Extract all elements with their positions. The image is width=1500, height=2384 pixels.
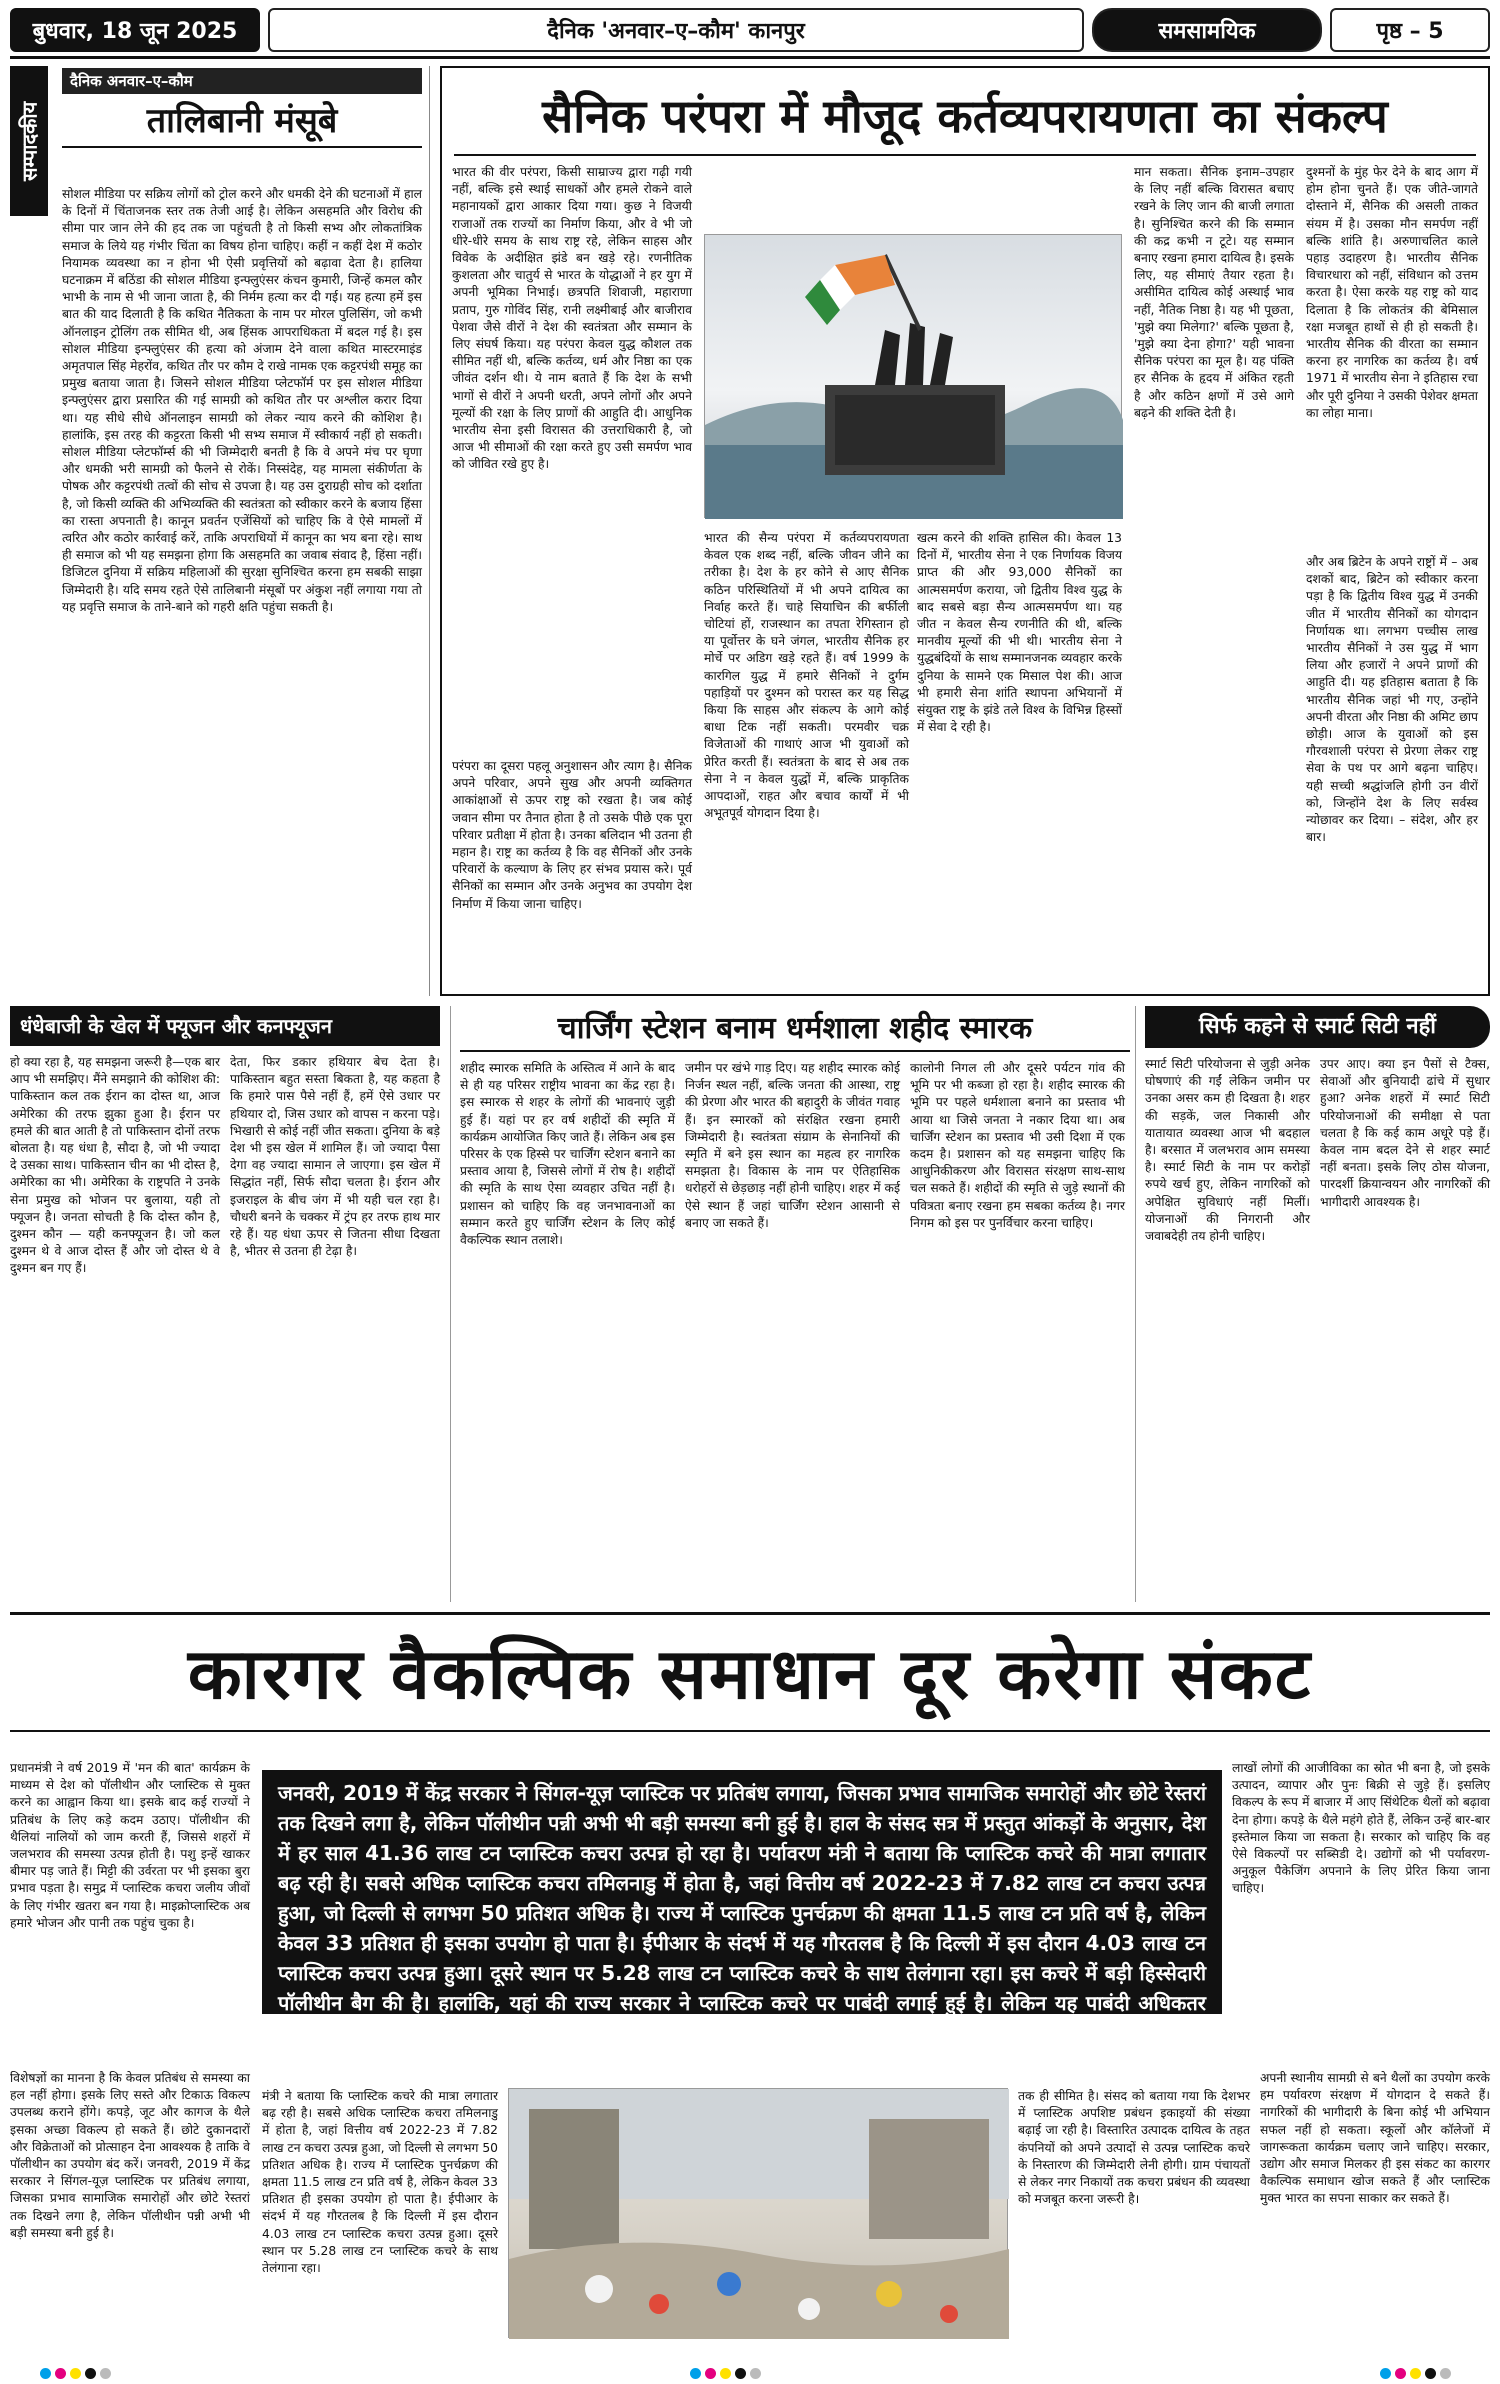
charging-story-column-1: शहीद स्मारक समिति के अस्तित्व में आने के बाद से ही यह परिसर राष्ट्रीय भावना का केंद्र रहा है। इस स्मारक से शहर के लोगों की भावनाएं जुड़ी हुई हैं। यहां पर हर वर्ष शहीदों की स्मृति में कार्यक्रम आयोजित किए जाते हैं। लेकिन अब इस परिसर के एक हिस्से पर चार्जिंग स्टेशन बनाने का प्रस्ताव आया है, जिससे लोगों में रोष है। शहीदों की स्मृति के साथ ऐसा व्यवहार उचित नहीं है। प्रशासन को चाहिए कि वह जनभावनाओं का सम्मान करते हुए चार्जिंग स्टेशन के लिए कोई वैकल्पिक स्थान तलाशे। bbox=[460, 1061, 675, 1248]
fusion-story-headline: धंधेबाजी के खेल में फ्यूजन और कनफ्यूजन bbox=[10, 1006, 440, 1046]
charging-story-column-2: जमीन पर खंभे गाड़ दिए। यह शहीद स्मारक कोई निर्जन स्थल नहीं, बल्कि जनता की आस्था, राष्ट्र की प्रेरणा और भारत की बहादुरी के जीवंत गवाह हैं। इन स्मारकों को संरक्षित रखना हमारी जिम्मेदारी है। स्वतंत्रता संग्राम के सेनानियों की स्मृति में बने इस स्थान का महत्व हर नागरिक समझता है। विकास के नाम पर ऐतिहासिक धरोहरों से छेड़छाड़ नहीं होनी चाहिए। शहर में कई ऐसे स्थान हैं जहां चार्जिंग स्टेशन आसानी से बनाए जा सकते हैं। bbox=[685, 1061, 900, 1230]
page-number: पृष्ठ – 5 bbox=[1330, 8, 1490, 52]
registration-dot-icon bbox=[1410, 2368, 1421, 2379]
fusion-story-column-2: देता, फिर डकार हथियार बेच देता है। पाकिस्तान बहुत सस्ता बिकता है, यह कहता है कि हमारे पास पैसे नहीं हैं, हमें ऐसे उधार पर हथियार दो, जिस उधार को वापस न करना पड़े। भिखारी से कोई नहीं जीत सकता। दुनिया के बड़े देश भी इस खेल में शामिल हैं। जो ज्यादा पैसा देगा वह ज्यादा सामान ले जाएगा। इस खेल में सिद्धांत नहीं, सिर्फ सौदा चलता है। ईरान और इजराइल के बीच जंग में भी यही चल रहा है। चौधरी बनने के चक्कर में ट्रंप हर तरफ हाथ मार रहे हैं। यह धंधा ऊपर से जितना सीधा दिखता है, भीतर से उतना ही टेढ़ा है। bbox=[230, 1055, 440, 1259]
smart-city-column-2: उपर आए। क्या इन पैसों से टैक्स, सेवाओं और बुनियादी ढांचे में सुधार हुआ? अनेक शहरों में स्मार्ट सिटी परियोजनाओं की समीक्षा से पता चलता है कि कई काम अधूरे पड़े हैं। केवल नाम बदल देने से शहर स्मार्ट नहीं बनता। इसके लिए ठोस योजना, पारदर्शी क्रियान्वयन और नागरिकों की भागीदारी आवश्यक है। bbox=[1320, 1057, 1490, 1209]
plastic-column-1: प्रधानमंत्री ने वर्ष 2019 में 'मन की बात' कार्यक्रम के माध्यम से देश को पॉलीथीन और प्लास्टिक से मुक्त करने का आह्वान किया था। इसके बाद कई राज्यों ने प्रतिबंध के लिए कड़े कदम उठाए। पॉलीथीन की थैलियां नालियों को जाम करती हैं, जिससे शहरों में जलभराव की समस्या उत्पन्न होती है। पशु इन्हें खाकर बीमार पड़ जाते हैं। मिट्टी की उर्वरता पर भी इसका बुरा प्रभाव पड़ता है। समुद्र में प्लास्टिक कचरा जलीय जीवों के लिए गंभीर खतरा बन गया है। माइक्रोप्लास्टिक अब हमारे भोजन और पानी तक पहुंच चुका है। bbox=[10, 1761, 250, 1930]
lead-column-1: भारत की वीर परंपरा, किसी साम्राज्य द्वारा गढ़ी गयी नहीं, बल्कि इसे स्थाई साधकों और हमले रोकने वाले महानायकों द्वारा आकार दिया गया। कुछ ने विजयी राजाओं तक राज्यों का निर्माण किया, और वे भी जो धीरे-धीरे समय के साथ राष्ट्र रहे, लेकिन साहस और विवेक के अदीक्षित झंडे बन खड़े रहे। रणनीतिक कुशलता और चातुर्य से भारत के योद्धाओं ने हर युग में अपनी भूमिका निभाई। छत्रपति शिवाजी, महाराणा प्रताप, गुरु गोविंद सिंह, रानी लक्ष्मीबाई और बाजीराव पेशवा जैसे वीरों ने देश की स्वतंत्रता और सम्मान के लिए संघर्ष किया। यह परंपरा केवल युद्ध कौशल तक सीमित नहीं थी, बल्कि कर्तव्य, धर्म और निष्ठा का एक जीवंत दर्शन थी। ये नाम बताते हैं कि देश के सभी भागों से वीरों ने अपनी धरती, अपने लोगों और अपने मूल्यों की रक्षा के लिए प्राणों की आहुति दी। आधुनिक भारतीय सेना इसी विरासत की उत्तराधिकारी है, जो आज भी सीमाओं की रक्षा करते हुए उसी समर्पण भाव को जीवित रखे हुए है। bbox=[452, 165, 692, 472]
registration-dot-icon bbox=[750, 2368, 761, 2379]
lead-headline: सैनिक परंपरा में मौजूद कर्तव्यपरायणता का संकल्प bbox=[454, 76, 1476, 156]
registration-dot-icon bbox=[85, 2368, 96, 2379]
registration-dot-icon bbox=[40, 2368, 51, 2379]
smart-city-column-1: स्मार्ट सिटी परियोजना से जुड़ी अनेक घोषणाएं की गईं लेकिन जमीन पर उनका असर कम ही दिखता है। शहर की सड़कें, जल निकासी और यातायात व्यवस्था आज भी बदहाल है। बरसात में जलभराव आम समस्या है। स्मार्ट सिटी के नाम पर करोड़ों रुपये खर्च हुए, लेकिन नागरिकों को अपेक्षित सुविधाएं नहीं मिलीं। योजनाओं की निगरानी और जवाबदेही तय होनी चाहिए। bbox=[1145, 1057, 1310, 1244]
registration-dot-icon bbox=[1380, 2368, 1391, 2379]
registration-dot-icon bbox=[100, 2368, 111, 2379]
litter-street-photo bbox=[508, 2088, 1008, 2338]
fusion-story-column-1: हो क्या रहा है, यह समझना जरूरी है—एक बार आप भी समझिए। मैंने समझाने की कोशिश की: पाकिस्तान कल तक ईरान का दोस्त था, आज अमेरिका की तरफ झुका हुआ है। ईरान पर हमले की बात आती है तो पाकिस्तान दोनों तरफ बोलता है। यह धंधा है, सौदा है, जो भी ज्यादा दे उसका साथ। पाकिस्तान चीन का भी दोस्त है, अमेरिका का भी। अमेरिका के राष्ट्रपति ने उनके सेना प्रमुख को भोजन पर बुलाया, यही तो फ्यूजन है। जनता सोचती है कि दोस्त कौन है, दुश्मन कौन — यही कनफ्यूजन है। जो कल दुश्मन थे वे आज दोस्त हैं और जो दोस्त थे वे दुश्मन बन गए हैं। bbox=[10, 1055, 220, 1276]
lead-column-2-top bbox=[704, 164, 1122, 232]
lead-column-3: मान सकता। सैनिक इनाम–उपहार के लिए नहीं बल्कि विरासत बचाए रखने के लिए जान की बाजी लगाता है। सुनिश्चित करने की कि सम्मान की कद्र कभी न टूटे। यह सम्मान बनाए रखना हमारा दायित्व है। इसके लिए, यह सीमाएं तैयार रहता है। असीमित दायित्व कोई अस्थाई भाव नहीं, नैतिक निष्ठा है। यह भी पूछता, 'मुझे क्या मिलेगा?' बल्कि पूछता है, 'मुझे क्या देना होगा?' यही भावना सैनिक परंपरा का मूल है। यह पंक्ति हर सैनिक के हृदय में अंकित रहती है और कठिन क्षणों में उसे आगे बढ़ने की शक्ति देती है। bbox=[1134, 165, 1294, 420]
smart-city-headline: सिर्फ कहने से स्मार्ट सिटी नहीं bbox=[1145, 1006, 1490, 1048]
registration-marks-center bbox=[690, 2368, 761, 2379]
editorial-title: तालिबानी मंसूबे bbox=[62, 96, 422, 148]
masthead bbox=[10, 8, 1490, 52]
paper-name: दैनिक 'अनवार–ए–कौम' कानपुर bbox=[268, 8, 1084, 52]
lead-column-1b: परंपरा का दूसरा पहलू अनुशासन और त्याग है। सैनिक अपने परिवार, अपने सुख और अपनी व्यक्तिगत आकांक्षाओं से ऊपर राष्ट्र को रखता है। जब कोई जवान सीमा पर तैनात होता है तो उसके पीछे एक पूरा परिवार प्रतीक्षा में होता है। उनका बलिदान भी उतना ही महान है। राष्ट्र का कर्तव्य है कि वह सैनिकों और उनके परिवारों के कल्याण के लिए हर संभव प्रयास करे। पूर्व सैनिकों का सम्मान और उनके अनुभव का उपयोग देश निर्माण में किया जाना चाहिए। bbox=[452, 759, 692, 911]
masthead-rule bbox=[10, 56, 1490, 59]
lead-column-2: भारत की सैन्य परंपरा में कर्तव्यपरायणता केवल एक शब्द नहीं, बल्कि जीवन जीने का तरीका है। देश के हर कोने से आए सैनिक कठिन परिस्थितियों में भी अपने दायित्व का निर्वाह करते हैं। चाहे सियाचिन की बर्फीली चोटियां हों, राजस्थान का तपता रेगिस्तान हो या पूर्वोत्तर के घने जंगल, भारतीय सैनिक हर मोर्चे पर अडिग खड़े रहते हैं। वर्ष 1999 के कारगिल युद्ध में हमारे सैनिकों ने दुर्गम पहाड़ियों पर दुश्मन को परास्त कर यह सिद्ध किया कि साहस और संकल्प के आगे कोई बाधा टिक नहीं सकती। परमवीर चक्र विजेताओं की गाथाएं आज भी युवाओं को प्रेरित करती हैं। स्वतंत्रता के बाद से अब तक सेना ने न केवल युद्धों में, बल्कि प्राकृतिक आपदाओं, राहत और बचाव कार्यों में भी अभूतपूर्व योगदान दिया है। bbox=[704, 531, 909, 821]
plastic-column-mid: मंत्री ने बताया कि प्लास्टिक कचरे की मात्रा लगातार बढ़ रही है। सबसे अधिक प्लास्टिक कचरा तमिलनाडु में होता है, जहां वित्तीय वर्ष 2022-23 में 7.82 लाख टन कचरा उत्पन्न हुआ, जो दिल्ली से लगभग 50 प्रतिशत अधिक है। राज्य में प्लास्टिक पुनर्चक्रण की क्षमता 11.5 लाख टन प्रति वर्ष है, लेकिन केवल 33 प्रतिशत ही इसका उपयोग हो पाता है। ईपीआर के संदर्भ में यह गौरतलब है कि दिल्ली में इस दौरान 4.03 लाख टन प्लास्टिक कचरा उत्पन्न हुआ। दूसरे स्थान पर 5.28 लाख टन प्लास्टिक कचरे के साथ तेलंगाना रहा। bbox=[262, 2089, 498, 2276]
registration-dot-icon bbox=[1395, 2368, 1406, 2379]
registration-dot-icon bbox=[690, 2368, 701, 2379]
registration-dot-icon bbox=[705, 2368, 716, 2379]
war-memorial-photo bbox=[704, 234, 1122, 518]
lead-column-6: और अब ब्रिटेन के अपने राष्ट्रों में – अब दशकों बाद, ब्रिटेन को स्वीकार करना पड़ा है कि द्वितीय विश्व युद्ध में उनकी जीत में भारतीय सैनिकों का योगदान निर्णायक था। लगभग पच्चीस लाख भारतीय सैनिकों ने उस युद्ध में भाग लिया और हजारों ने अपने प्राणों की आहुति दी। यह इतिहास बताता है कि भारतीय सैनिक जहां भी गए, उन्होंने अपनी वीरता और निष्ठा की अमिट छाप छोड़ी। आज के युवाओं को इस गौरवशाली परंपरा से प्रेरणा लेकर राष्ट्र सेवा के पथ पर आगे बढ़ना चाहिए। यही सच्ची श्रद्धांजलि होगी उन वीरों को, जिन्होंने देश के लिए सर्वस्व न्योछावर कर दिया। – संदेश, और हर बार। bbox=[1306, 555, 1478, 845]
editorial-label: सम्पादकीय bbox=[10, 66, 48, 216]
plastic-column-right-1: लाखों लोगों की आजीविका का स्रोत भी बना है, जो इसके उत्पादन, व्यापार और पुनः बिक्री से जुड़े हैं। इसलिए विकल्प के रूप में बाजार में आए सिंथेटिक थैलों को बढ़ावा देना होगा। कपड़े के थैले महंगे होते हैं, लेकिन उन्हें बार-बार इस्तेमाल किया जा सकता है। सरकार को चाहिए कि वह ऐसे विकल्पों पर सब्सिडी दे। उद्योगों को भी पर्यावरण-अनुकूल पैकेजिंग अपनाने के लिए प्रेरित किया जाना चाहिए। bbox=[1232, 1761, 1490, 1896]
lead-column-5: खत्म करने की शक्ति हासिल की। केवल 13 दिनों में, भारतीय सेना ने एक निर्णायक विजय प्राप्त की और 93,000 सैनिकों का आत्मसमर्पण कराया, जो द्वितीय विश्व युद्ध के बाद सबसे बड़ा सैन्य आत्मसमर्पण था। यह जीत न केवल सैन्य रणनीति की थी, बल्कि मानवीय मूल्यों की भी थी। भारतीय सेना ने युद्धबंदियों के साथ सम्मानजनक व्यवहार करके दुनिया के सामने एक मिसाल पेश की। आज भी हमारी सेना शांति स्थापना अभियानों में संयुक्त राष्ट्र के झंडे तले विश्व के विभिन्न हिस्सों में सेवा दे रही है। bbox=[917, 531, 1122, 735]
editorial-column bbox=[10, 66, 430, 996]
registration-dot-icon bbox=[720, 2368, 731, 2379]
registration-dot-icon bbox=[70, 2368, 81, 2379]
plastic-story-headline: कारगर वैकल्पिक समाधान दूर करेगा संकट bbox=[10, 1612, 1490, 1732]
registration-marks-left bbox=[40, 2368, 111, 2379]
plastic-column-2: विशेषज्ञों का मानना है कि केवल प्रतिबंध से समस्या का हल नहीं होगा। इसके लिए सस्ते और टिकाऊ विकल्प उपलब्ध कराने होंगे। कपड़े, जूट और कागज के थैले इसका अच्छा विकल्प हो सकते हैं। छोटे दुकानदारों और विक्रेताओं को प्रोत्साहन देना आवश्यक है ताकि वे पॉलीथीन का उपयोग बंद करें। जनवरी, 2019 में केंद्र सरकार ने सिंगल-यूज़ प्लास्टिक पर प्रतिबंध लगाया, जिसका प्रभाव सामाजिक समारोहों और छोटे रेस्तरां तक दिखने लगा है, लेकिन पॉलीथीन पन्नी अभी भी बड़ी समस्या बनी हुई है। bbox=[10, 2071, 250, 2240]
charging-station-headline: चार्जिंग स्टेशन बनाम धर्मशाला शहीद स्मारक bbox=[460, 1006, 1130, 1052]
lead-story bbox=[440, 66, 1490, 996]
column-rule bbox=[450, 1006, 451, 1602]
soldiers-statue-icon bbox=[705, 235, 1123, 519]
registration-dot-icon bbox=[735, 2368, 746, 2379]
garbage-pile-icon bbox=[509, 2089, 1009, 2339]
editorial-kicker: दैनिक अनवार–ए–कौम bbox=[62, 68, 422, 94]
plastic-column-right-3: अपनी स्थानीय सामग्री से बने थैलों का उपयोग करके हम पर्यावरण संरक्षण में योगदान दे सकते हैं। नागरिकों की भागीदारी के बिना कोई भी अभियान सफल नहीं हो सकता। स्कूलों और कॉलेजों में जागरूकता कार्यक्रम चलाए जाने चाहिए। सरकार, उद्योग और समाज मिलकर ही इस संकट का कारगर वैकल्पिक समाधान खोज सकते हैं और प्लास्टिक मुक्त भारत का सपना साकार कर सकते हैं। bbox=[1260, 2071, 1490, 2206]
registration-dot-icon bbox=[55, 2368, 66, 2379]
plastic-summary-box: जनवरी, 2019 में केंद्र सरकार ने सिंगल-यूज़ प्लास्टिक पर प्रतिबंध लगाया, जिसका प्रभाव सामाजिक समारोहों और छोटे रेस्तरां तक दिखने लगा है, लेकिन पॉलीथीन पन्नी अभी भी बड़ी समस्या बनी हुई है। हाल के संसद सत्र में प्रस्तुत आंकड़ों के अनुसार, देश में हर साल 41.36 लाख टन प्लास्टिक कचरा उत्पन्न हो रहा है। पर्यावरण मंत्री ने बताया कि प्लास्टिक कचरे की मात्रा लगातार बढ़ रही है। सबसे अधिक प्लास्टिक कचरा तमिलनाडु में होता है, जहां वित्तीय वर्ष 2022-23 में 7.82 लाख टन कचरा उत्पन्न हुआ, जो दिल्ली से लगभग 50 प्रतिशत अधिक है। राज्य में प्लास्टिक पुनर्चक्रण की क्षमता 11.5 लाख टन प्रति वर्ष है, लेकिन केवल 33 प्रतिशत ही इसका उपयोग हो पाता है। ईपीआर के संदर्भ में यह गौरतलब है कि दिल्ली में इस दौरान 4.03 लाख टन प्लास्टिक कचरा उत्पन्न हुआ। दूसरे स्थान पर 5.28 लाख टन प्लास्टिक कचरे के साथ तेलंगाना रहा। इस कचरे में बड़ी हिस्सेदारी पॉलीथीन बैग की है। हालांकि, यहां की राज्य सरकार ने प्लास्टिक कचरे पर पाबंदी लगाई हुई है। लेकिन यह पाबंदी अधिकतर कागजों तक ही सीमित है। bbox=[262, 1770, 1222, 2014]
section-category: समसामयिक bbox=[1092, 8, 1322, 52]
plastic-column-right-2: तक ही सीमित है। संसद को बताया गया कि देशभर में प्लास्टिक अपशिष्ट प्रबंधन इकाइयों की संख्या बढ़ाई जा रही है। विस्तारित उत्पादक दायित्व के तहत कंपनियों को अपने उत्पादों से उत्पन्न प्लास्टिक कचरे के निस्तारण की जिम्मेदारी लेनी होगी। ग्राम पंचायतों से लेकर नगर निकायों तक कचरा प्रबंधन की व्यवस्था को मजबूत करना जरूरी है। bbox=[1018, 2089, 1250, 2207]
registration-dot-icon bbox=[1440, 2368, 1451, 2379]
registration-marks-right bbox=[1380, 2368, 1451, 2379]
lead-column-4: दुश्मनों के मुंह फेर देने के बाद आग में होम होना चुनते हैं। एक जीते-जागते दोस्ताने में, सैनिक की असली ताकत संयम में है। उसका मौन समर्पण नहीं बल्कि शांति है। अरुणाचलित काले पहाड़ उदाहरण है। भारतीय सैनिक विचारधारा को नहीं, संविधान को उत्तम करता है। ऐसा करके यह राष्ट्र को याद दिलाता है कि लोकतंत्र की बेमिसाल रक्षा मजबूत हाथों से ही हो सकती है। भारतीय सैनिक की वीरता का सम्मान करना हर नागरिक का कर्तव्य है। वर्ष 1971 में भारतीय सेना ने इतिहास रचा और पूरी दुनिया ने उसकी पेशेवर क्षमता का लोहा माना। bbox=[1306, 165, 1478, 420]
registration-dot-icon bbox=[1425, 2368, 1436, 2379]
editorial-body: सोशल मीडिया पर सक्रिय लोगों को ट्रोल करने और धमकी देने की घटनाओं में हाल के दिनों में चिंताजनक स्तर तक तेजी आई है। लेकिन असहमति और विरोध की सीमा पार जान लेने की हद तक जा पहुंचती है तो किसी सभ्य और लोकतांत्रिक समाज के लिये यह गंभीर चिंता का विषय होना चाहिए। कहीं न कहीं देश में कठोर नियामक व्यवस्था का न होना भी ऐसी प्रवृत्तियों को बढ़ावा देता है। हालिया घटनाक्रम में बठिंडा की सोशल मीडिया इन्फ्लुएंसर कंचन कुमारी, जिन्हें कमल कौर भाभी के नाम से भी जाना जाता है, की निर्मम हत्या कर दी गई। यह हत्या हमें इस बात की याद दिलाती है कि कथित नैतिकता के नाम पर मोरल पुलिसिंग, जो कभी ऑनलाइन ट्रोलिंग तक सीमित थी, अब हिंसक आपराधिकता में बदल गई है। इस सोशल मीडिया इन्फ्लुएंसर की हत्या को अंजाम देने वाला कथित मास्टरमाइंड अमृतपाल सिंह मेहरोंव, कथित तौर पर कौम दे राखे नामक एक कट्टरपंथी समूह का प्रमुख बताया जाता है। जिसने सोशल मीडिया प्लेटफॉर्म पर इस सोशल मीडिया इन्फ्लुएंसर द्वारा प्रसारित की गई सामग्री को कथित तौर पर अश्लील करार दिया था। यह सीधे सीधे ऑनलाइन सामग्री को लेकर न्याय करने की कोशिश है। हालांकि, इस तरह की कट्टरता किसी भी सभ्य समाज में स्वीकार्य नहीं हो सकती। सोशल मीडिया प्लेटफॉर्म्स की भी जिम्मेदारी बनती है कि वे अपने मंच पर घृणा और धमकी भरी सामग्री को फैलने से रोकें। निस्संदेह, यह मामला संकीर्णता के पोषक और कट्टरपंथी तत्वों की सोच से उपजा है। यह उस दुराग्रही सोच को दर्शाता है, जो किसी व्यक्ति की अभिव्यक्ति की स्वतंत्रता को स्वीकार करने के बजाय हिंसा का रास्ता अपनाती है। कानून प्रवर्तन एजेंसियों को चाहिए कि वे ऐसे मामलों में त्वरित और कठोर कार्रवाई करें, ताकि अपराधियों में कानून का भय बना रहे। साथ ही समाज को भी यह समझना होगा कि असहमति का जवाब संवाद है, हिंसा नहीं। डिजिटल दुनिया में सक्रिय महिलाओं की सुरक्षा सुनिश्चित करना हम सबकी साझा जिम्मेदारी है। यदि समय रहते ऐसे तालिबानी मंसूबों पर अंकुश नहीं लगाया गया तो यह प्रवृत्ति समाज के ताने-बाने को गहरी क्षति पहुंचा सकती है। bbox=[62, 187, 422, 614]
column-rule bbox=[1135, 1006, 1136, 1602]
issue-date: बुधवार, 18 जून 2025 bbox=[10, 8, 260, 52]
charging-story-column-3: कालोनी निगल ली और दूसरे पर्यटन गांव की भूमि पर भी कब्जा हो रहा है। शहीद स्मारक की भूमि पर पहले धर्मशाला बनाने का प्रस्ताव भी आया था जिसे जनता ने नकार दिया था। अब चार्जिंग स्टेशन का प्रस्ताव भी उसी दिशा में एक कदम है। प्रशासन को यह समझना चाहिए कि आधुनिकीकरण और विरासत संरक्षण साथ-साथ चल सकते हैं। शहीदों की स्मृति से जुड़े स्थानों की पवित्रता बनाए रखना हम सबका कर्तव्य है। नगर निगम को इस पर पुनर्विचार करना चाहिए। bbox=[910, 1061, 1125, 1230]
